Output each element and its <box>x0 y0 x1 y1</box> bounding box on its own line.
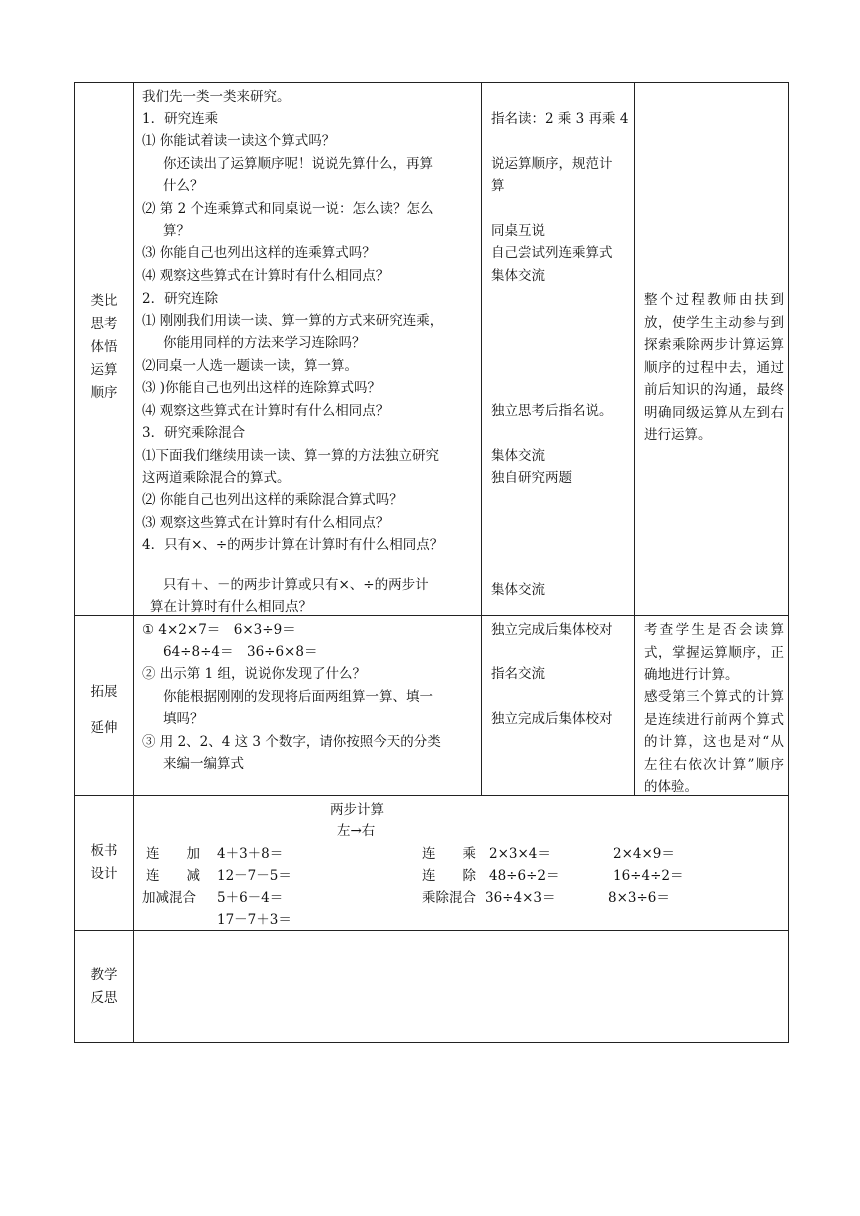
board-expression: 8×3÷6＝ <box>608 890 670 906</box>
teacher-line: 这两道乘除混合的算式。 <box>142 470 291 486</box>
teacher-line: ⑵ 第 2 个连乘算式和同桌说一说：怎么读？怎么 <box>142 201 434 217</box>
category-char: 类比 <box>90 293 118 309</box>
exercise-line: 填吗？ <box>163 711 204 727</box>
teacher-line: 你还读出了运算顺序呢！说说先算什么，再算 <box>163 156 433 172</box>
design-intent: 感受第三个算式的计算是连续进行前两个算式的计算，这也是对“从左往右依次计算”顺序的体验。 <box>644 689 784 795</box>
student-activity: 指名交流 <box>491 666 545 682</box>
student-activity: 自己尝试列连乘算式 <box>491 245 613 261</box>
design-intent: 整个过程教师由扶到放，使学生主动参与到探索乘除两步计算运算顺序的过程中去，通过前后知识的沟通，最终明确同级运算从左到右进行运算。 <box>644 292 784 443</box>
student-activity: 指名读：2 乘 3 再乘 4 <box>491 111 629 127</box>
category-char: 延伸 <box>90 720 118 736</box>
table-col-divider <box>133 82 134 1043</box>
teacher-line: 你能用同样的方法来学习连除吗？ <box>163 335 366 351</box>
teacher-line: 算在计算时有什么相同点？ <box>150 599 312 615</box>
table-border-left <box>74 82 75 1043</box>
row-category-reflect <box>76 964 132 1010</box>
board-label: 连 除 <box>422 868 476 884</box>
teacher-line: ⑴ 你能试着读一读这个算式吗？ <box>142 133 336 149</box>
teacher-line: 1．研究连乘 <box>142 111 219 127</box>
board-expression: 48÷6÷2＝ <box>489 868 560 884</box>
teacher-line: 3．研究乘除混合 <box>142 425 246 441</box>
row-category-board <box>76 840 132 886</box>
teacher-line: 算？ <box>163 223 190 239</box>
teacher-line: ⑶ 观察这些算式在计算时有什么相同点？ <box>142 515 390 531</box>
student-activity: 独立完成后集体校对 <box>491 711 613 727</box>
table-col-divider <box>634 82 635 796</box>
student-activity: 集体交流 <box>491 582 545 598</box>
exercise-line: ② 出示第 1 组，说说你发现了什么？ <box>142 666 366 682</box>
exercise-line: ① 4×2×7＝ 6×3÷9＝ <box>142 622 296 638</box>
teacher-line: 4．只有×、÷的两步计算在计算时有什么相同点？ <box>142 537 444 553</box>
row-category-study <box>76 290 132 405</box>
teacher-line: ⑴下面我们继续用读一读、算一算的方法独立研究 <box>142 448 439 464</box>
board-subtitle: 左→右 <box>337 823 376 839</box>
reflection-area[interactable] <box>134 931 788 1042</box>
board-title: 两步计算 <box>330 802 384 818</box>
board-label: 乘除混合 <box>422 890 476 906</box>
student-activity: 独立完成后集体校对 <box>491 622 613 638</box>
board-expression: 2×4×9＝ <box>613 846 675 862</box>
board-label: 连 加 <box>146 846 200 862</box>
board-expression: 12－7－5＝ <box>217 868 292 884</box>
teacher-line: ⑷ 观察这些算式在计算时有什么相同点？ <box>142 403 390 419</box>
student-activity: 说运算顺序，规范计 <box>491 156 613 172</box>
category-char: 思考 <box>90 316 118 332</box>
category-char: 设计 <box>90 866 118 882</box>
board-expression: 4＋3＋8＝ <box>217 846 284 862</box>
category-char: 教学 <box>90 967 118 983</box>
student-activity: 独自研究两题 <box>491 470 572 486</box>
teacher-line: ⑶ )你能自己也列出这样的连除算式吗？ <box>142 380 382 396</box>
teacher-line: ⑷ 观察这些算式在计算时有什么相同点？ <box>142 268 390 284</box>
category-char: 顺序 <box>90 385 118 401</box>
teacher-line: 我们先一类一类来研究。 <box>142 89 291 105</box>
teacher-line: 什么？ <box>163 178 204 194</box>
student-activity: 算 <box>491 178 505 194</box>
exercise-line: ③ 用 2、2、4 这 3 个数字，请你按照今天的分类 <box>142 734 441 750</box>
category-char: 运算 <box>90 362 118 378</box>
student-activity: 独立思考后指名说。 <box>491 403 613 419</box>
table-col-divider <box>481 82 482 796</box>
teacher-line: 只有＋、－的两步计算或只有×、÷的两步计 <box>163 577 429 593</box>
table-border-right <box>788 82 789 1043</box>
teacher-line: 2．研究连除 <box>142 291 219 307</box>
student-activity: 同桌互说 <box>491 223 545 239</box>
teacher-line: ⑵ 你能自己也列出这样的乘除混合算式吗？ <box>142 492 403 508</box>
board-expression: 5＋6－4＝ <box>217 890 284 906</box>
exercise-line: 来编一编算式 <box>163 756 244 772</box>
category-char: 体悟 <box>90 339 118 355</box>
exercise-line: 你能根据刚刚的发现将后面两组算一算、填一 <box>163 689 433 705</box>
table-border-bottom <box>74 1042 789 1043</box>
category-char: 拓展 <box>90 684 118 700</box>
board-label: 连 乘 <box>422 846 476 862</box>
category-char: 反思 <box>90 990 118 1006</box>
board-label: 加减混合 <box>142 890 196 906</box>
table-border-top <box>74 82 789 83</box>
board-label: 连 减 <box>146 868 200 884</box>
board-expression: 16÷4÷2＝ <box>613 868 684 884</box>
board-expression: 17－7＋3＝ <box>217 912 292 928</box>
category-char: 板书 <box>90 843 118 859</box>
teacher-line: ⑴ 刚刚我们用读一读、算一算的方式来研究连乘， <box>142 313 444 329</box>
design-intent: 考查学生是否会读算式，掌握运算顺序，正确地进行计算。 <box>644 622 784 683</box>
teacher-line: ⑶ 你能自己也列出这样的连乘算式吗？ <box>142 245 376 261</box>
row-category-extend <box>76 674 132 746</box>
board-expression: 2×3×4＝ <box>489 846 551 862</box>
exercise-line: 64÷8÷4＝ 36÷6×8＝ <box>163 644 318 660</box>
teacher-line: ⑵同桌一人选一题读一读，算一算。 <box>142 358 358 374</box>
board-expression: 36÷4×3＝ <box>485 890 556 906</box>
student-activity: 集体交流 <box>491 448 545 464</box>
student-activity: 集体交流 <box>491 268 545 284</box>
